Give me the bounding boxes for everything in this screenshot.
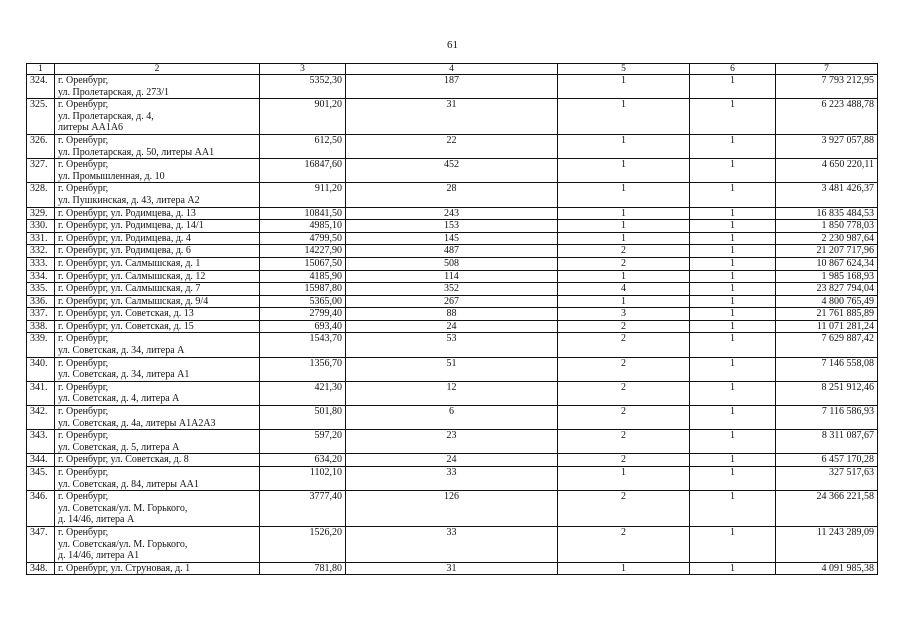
col7-cell: 8 311 087,67 [776,430,878,454]
col4-cell: 22 [346,134,558,158]
col3-cell: 634,20 [260,454,346,467]
row-number-cell: 328. [27,183,55,207]
col4-cell: 267 [346,295,558,308]
col6-cell: 1 [690,207,776,220]
col5-cell: 2 [558,406,690,430]
col3-cell: 14227,90 [260,245,346,258]
row-number-cell: 342. [27,406,55,430]
table-row [27,183,878,207]
address-line: г. Оренбург, [58,491,109,503]
col6-cell: 1 [690,562,776,575]
table-row [27,207,878,220]
col5-cell: 1 [558,562,690,575]
address-line: г. Оренбург, ул. Салмышская, д. 9/4 [58,295,209,307]
address-line: ул. Советская/ул. М. Горького, [58,538,188,550]
address-line: ул. Советская, д. 84, литеры АА1 [58,478,199,490]
address-line: г. Оренбург, [58,381,109,393]
address-cell [55,562,260,575]
col6-cell: 1 [690,159,776,183]
col3-cell: 2799,40 [260,308,346,321]
address-line: д. 14/46, литера А1 [58,550,140,562]
table-body [27,75,878,575]
address-cell [55,75,260,99]
row-number-cell: 330. [27,220,55,233]
address-line: г. Оренбург, ул. Советская, д. 13 [58,308,194,320]
address-line: ул. Пролетарская, д. 4, [58,110,154,122]
row-number-cell: 338. [27,320,55,333]
col4-cell: 31 [346,99,558,135]
col5-cell: 1 [558,467,690,491]
table-row [27,257,878,270]
col5-cell: 1 [558,232,690,245]
row-number-cell: 336. [27,295,55,308]
col3-cell: 597,20 [260,430,346,454]
table-row [27,333,878,357]
address-line: г. Оренбург, ул. Родимцева, д. 14/1 [58,220,204,232]
col6-cell: 1 [690,257,776,270]
address-line: ул. Пролетарская, д. 50, литеры АА1 [58,146,215,158]
col5-cell: 2 [558,381,690,405]
column-header: 3 [260,64,346,75]
address-cell [55,526,260,562]
col5-cell: 3 [558,308,690,321]
table-row [27,430,878,454]
address-line: г. Оренбург, [58,430,109,442]
address-line: г. Оренбург, ул. Салмышская, д. 1 [58,257,201,269]
col6-cell: 1 [690,430,776,454]
column-header: 4 [346,64,558,75]
row-number-cell: 346. [27,491,55,527]
row-number-cell: 339. [27,333,55,357]
address-line: ул. Советская, д. 34, литера А1 [58,369,190,381]
col6-cell: 1 [690,295,776,308]
address-cell [55,99,260,135]
col3-cell: 421,30 [260,381,346,405]
address-line: г. Оренбург, ул. Советская, д. 15 [58,320,194,332]
table-row [27,467,878,491]
col6-cell: 1 [690,75,776,99]
col5-cell: 1 [558,159,690,183]
address-line: ул. Пушкинская, д. 43, литера А2 [58,194,200,206]
address-line: ул. Советская, д. 4, литера А [58,393,180,405]
address-cell [55,257,260,270]
column-header: 1 [27,64,55,75]
col5-cell: 4 [558,283,690,296]
row-number-cell: 327. [27,159,55,183]
column-header: 5 [558,64,690,75]
col6-cell: 1 [690,406,776,430]
col7-cell: 6 223 488,78 [776,99,878,135]
col6-cell: 1 [690,134,776,158]
address-cell [55,454,260,467]
col6-cell: 1 [690,491,776,527]
col6-cell: 1 [690,232,776,245]
col3-cell: 901,20 [260,99,346,135]
row-number-cell: 341. [27,381,55,405]
address-cell [55,283,260,296]
col3-cell: 781,80 [260,562,346,575]
address-line: г. Оренбург, [58,526,109,538]
col3-cell: 10841,50 [260,207,346,220]
row-number-cell: 340. [27,357,55,381]
col7-cell: 7 793 212,95 [776,75,878,99]
table-row [27,134,878,158]
address-line: г. Оренбург, ул. Советская, д. 8 [58,454,189,466]
col3-cell: 16847,60 [260,159,346,183]
col7-cell: 21 761 885,89 [776,308,878,321]
col4-cell: 28 [346,183,558,207]
col4-cell: 88 [346,308,558,321]
col5-cell: 2 [558,526,690,562]
col3-cell: 1526,20 [260,526,346,562]
col4-cell: 126 [346,491,558,527]
col5-cell: 2 [558,333,690,357]
row-number-cell: 335. [27,283,55,296]
col6-cell: 1 [690,357,776,381]
address-cell [55,232,260,245]
col6-cell: 1 [690,333,776,357]
col3-cell: 4799,50 [260,232,346,245]
col3-cell: 15067,50 [260,257,346,270]
col5-cell: 1 [558,270,690,283]
col7-cell: 4 091 985,38 [776,562,878,575]
col4-cell: 6 [346,406,558,430]
address-line: г. Оренбург, ул. Родимцева, д. 4 [58,232,191,244]
row-number-cell: 333. [27,257,55,270]
row-number-cell: 332. [27,245,55,258]
col3-cell: 4185,90 [260,270,346,283]
col3-cell: 1543,70 [260,333,346,357]
table-row [27,270,878,283]
address-line: г. Оренбург, [58,333,109,345]
col7-cell: 16 835 484,53 [776,207,878,220]
address-cell [55,270,260,283]
col3-cell: 693,40 [260,320,346,333]
address-line: г. Оренбург, [58,99,109,111]
col7-cell: 327 517,63 [776,467,878,491]
table-row [27,159,878,183]
address-cell [55,134,260,158]
address-line: ул. Советская, д. 4а, литеры А1А2А3 [58,417,216,429]
address-cell [55,491,260,527]
col6-cell: 1 [690,183,776,207]
address-line: г. Оренбург, ул. Салмышская, д. 12 [58,270,206,282]
address-line: г. Оренбург, [58,134,109,146]
col4-cell: 23 [346,430,558,454]
col5-cell: 2 [558,245,690,258]
table-row [27,320,878,333]
col5-cell: 1 [558,75,690,99]
column-header: 2 [55,64,260,75]
col3-cell: 501,80 [260,406,346,430]
col4-cell: 352 [346,283,558,296]
col3-cell: 911,20 [260,183,346,207]
col7-cell: 4 800 765,49 [776,295,878,308]
address-cell [55,333,260,357]
col6-cell: 1 [690,283,776,296]
col7-cell: 1 850 778,03 [776,220,878,233]
address-line: г. Оренбург, [58,159,109,171]
col4-cell: 153 [346,220,558,233]
address-line: г. Оренбург, ул. Родимцева, д. 6 [58,245,191,257]
col7-cell: 6 457 170,28 [776,454,878,467]
row-number-cell: 347. [27,526,55,562]
col6-cell: 1 [690,99,776,135]
col5-cell: 1 [558,295,690,308]
table-row [27,491,878,527]
col5-cell: 2 [558,257,690,270]
address-line: г. Оренбург, ул. Родимцева, д. 13 [58,207,196,219]
col3-cell: 5352,30 [260,75,346,99]
address-line: г. Оренбург, [58,183,109,195]
table-row [27,245,878,258]
col4-cell: 24 [346,320,558,333]
address-line: литеры АА1А6 [58,122,124,134]
table-row [27,381,878,405]
address-cell [55,220,260,233]
col4-cell: 12 [346,381,558,405]
address-cell [55,183,260,207]
col5-cell: 1 [558,99,690,135]
table-row [27,406,878,430]
col7-cell: 7 629 887,42 [776,333,878,357]
col3-cell: 612,50 [260,134,346,158]
row-number-cell: 348. [27,562,55,575]
row-number-cell: 344. [27,454,55,467]
col5-cell: 1 [558,134,690,158]
address-cell [55,207,260,220]
col3-cell: 4985,10 [260,220,346,233]
table-row [27,526,878,562]
address-cell [55,320,260,333]
col4-cell: 145 [346,232,558,245]
table-row [27,357,878,381]
col6-cell: 1 [690,308,776,321]
col4-cell: 452 [346,159,558,183]
page-number: 61 [447,39,458,51]
address-cell [55,406,260,430]
row-number-cell: 334. [27,270,55,283]
address-cell [55,381,260,405]
address-line: ул. Советская/ул. М. Горького, [58,502,188,514]
header-row [27,64,878,75]
table-row [27,283,878,296]
address-cell [55,295,260,308]
col6-cell: 1 [690,320,776,333]
col6-cell: 1 [690,245,776,258]
col6-cell: 1 [690,381,776,405]
col4-cell: 243 [346,207,558,220]
col4-cell: 187 [346,75,558,99]
col7-cell: 1 985 168,93 [776,270,878,283]
col7-cell: 23 827 794,04 [776,283,878,296]
col7-cell: 8 251 912,46 [776,381,878,405]
address-line: г. Оренбург, ул. Салмышская, д. 7 [58,283,201,295]
col4-cell: 33 [346,526,558,562]
address-line: г. Оренбург, [58,357,109,369]
col7-cell: 7 116 586,93 [776,406,878,430]
col5-cell: 2 [558,320,690,333]
col3-cell: 15987,80 [260,283,346,296]
col5-cell: 2 [558,454,690,467]
col4-cell: 31 [346,562,558,575]
col6-cell: 1 [690,454,776,467]
table-row [27,232,878,245]
col7-cell: 3 481 426,37 [776,183,878,207]
address-line: г. Оренбург, [58,406,109,418]
address-line: г. Оренбург, [58,467,109,478]
address-line: г. Оренбург, ул. Струновая, д. 1 [58,562,191,574]
address-cell [55,308,260,321]
col7-cell: 11 071 281,24 [776,320,878,333]
column-header: 7 [776,64,878,75]
table-row [27,454,878,467]
col6-cell: 1 [690,270,776,283]
col7-cell: 3 927 057,88 [776,134,878,158]
col4-cell: 114 [346,270,558,283]
row-number-cell: 326. [27,134,55,158]
table-row [27,99,878,135]
col5-cell: 2 [558,357,690,381]
address-line: ул. Пролетарская, д. 273/1 [58,86,170,98]
col3-cell: 5365,00 [260,295,346,308]
col7-cell: 10 867 624,34 [776,257,878,270]
address-line: ул. Советская, д. 34, литера А [58,345,185,357]
row-number-cell: 324. [27,75,55,99]
table-row [27,75,878,99]
col7-cell: 2 230 987,64 [776,232,878,245]
col3-cell: 3777,40 [260,491,346,527]
address-cell [55,159,260,183]
col7-cell: 7 146 558,08 [776,357,878,381]
address-line: ул. Промышленная, д. 10 [58,170,165,182]
col7-cell: 11 243 289,09 [776,526,878,562]
col6-cell: 1 [690,220,776,233]
column-header: 6 [690,64,776,75]
table-row [27,562,878,575]
table-row [27,220,878,233]
col7-cell: 4 650 220,11 [776,159,878,183]
col6-cell: 1 [690,467,776,491]
col6-cell: 1 [690,526,776,562]
col5-cell: 1 [558,183,690,207]
col5-cell: 1 [558,220,690,233]
col4-cell: 33 [346,467,558,491]
address-cell [55,430,260,454]
col4-cell: 487 [346,245,558,258]
col4-cell: 53 [346,333,558,357]
col3-cell: 1102,10 [260,467,346,491]
address-line: д. 14/46, литера А [58,514,135,526]
row-number-cell: 343. [27,430,55,454]
row-number-cell: 337. [27,308,55,321]
address-line: г. Оренбург, [58,75,109,86]
col4-cell: 24 [346,454,558,467]
table-row [27,295,878,308]
table-row [27,308,878,321]
col7-cell: 24 366 221,58 [776,491,878,527]
col5-cell: 2 [558,491,690,527]
col5-cell: 1 [558,207,690,220]
col4-cell: 51 [346,357,558,381]
row-number-cell: 329. [27,207,55,220]
row-number-cell: 325. [27,99,55,135]
address-cell [55,357,260,381]
col7-cell: 21 207 717,96 [776,245,878,258]
address-cell [55,467,260,491]
row-number-cell: 345. [27,467,55,491]
col5-cell: 2 [558,430,690,454]
col4-cell: 508 [346,257,558,270]
row-number-cell: 331. [27,232,55,245]
address-cell [55,245,260,258]
registry-table [26,63,878,575]
address-line: ул. Советская, д. 5, литера А [58,441,180,453]
col3-cell: 1356,70 [260,357,346,381]
